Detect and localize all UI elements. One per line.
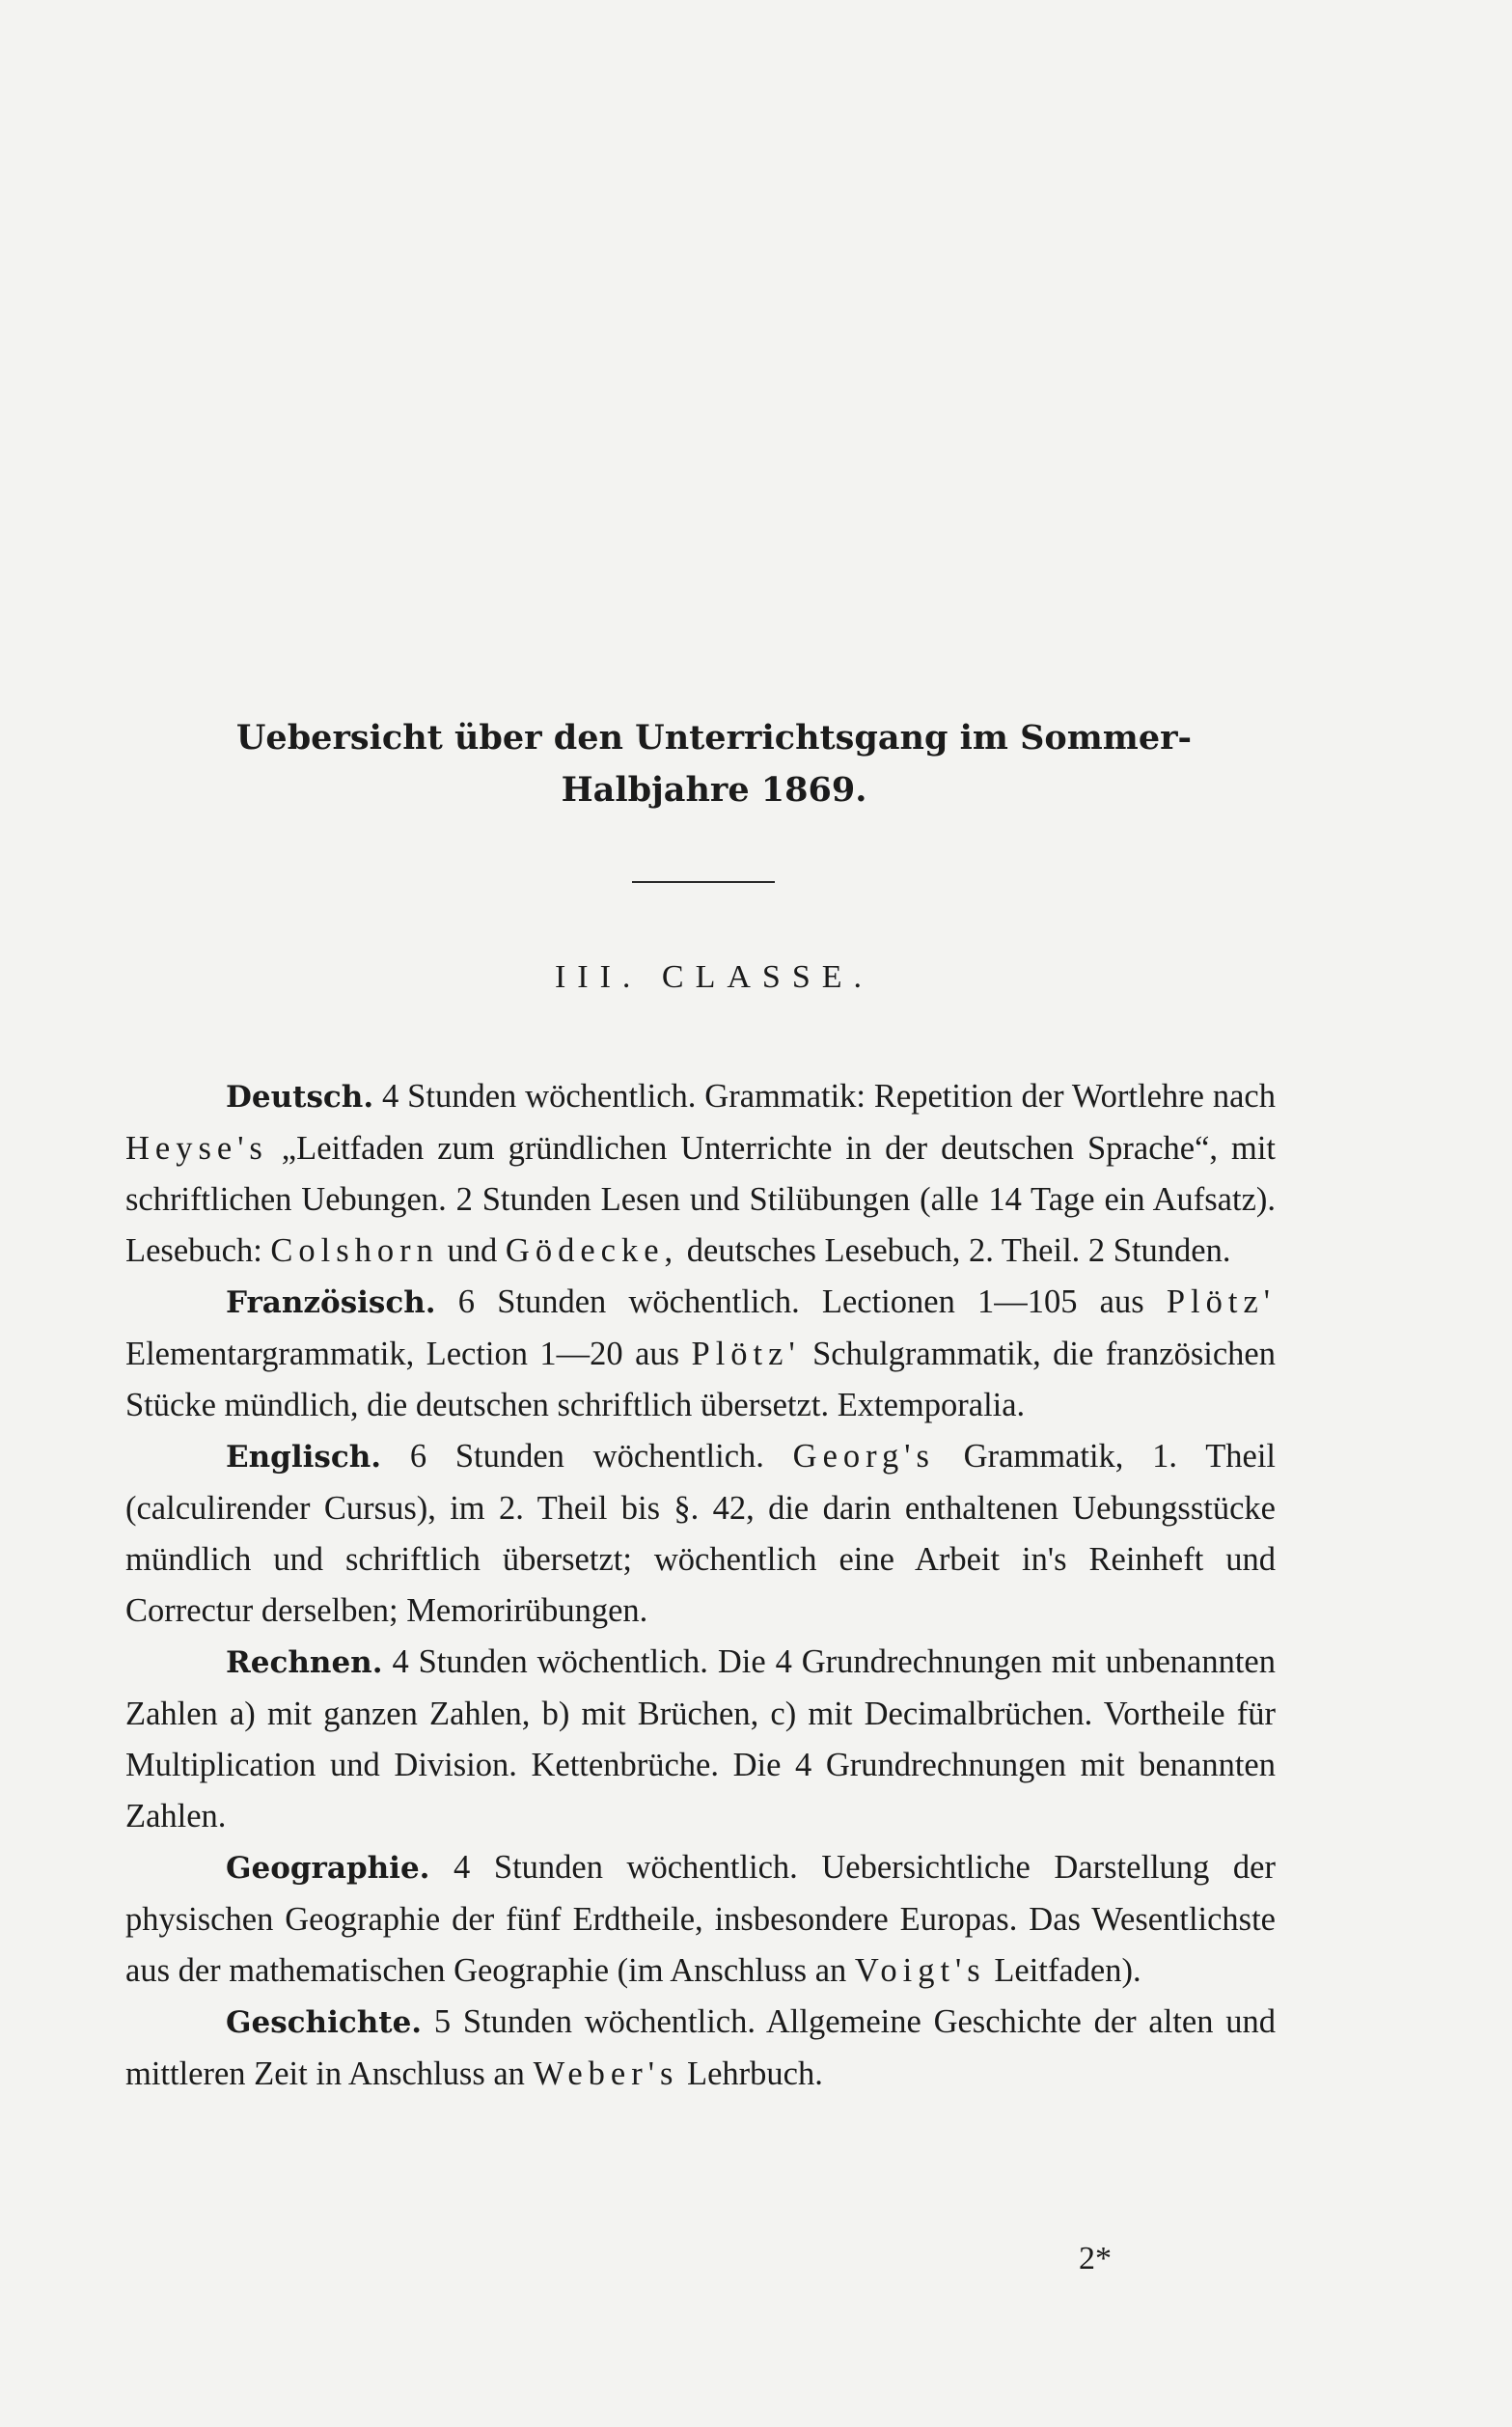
deutsch-text-3: und (438, 1232, 506, 1269)
author-georg: Georg's (792, 1438, 935, 1475)
page-heading (145, 712, 1283, 816)
heading-line-1: Uebersicht über den Unterrichtsgang im Sommer- (235, 718, 1193, 758)
class-title: III. CLASSE. (554, 959, 874, 995)
rechnen-text-1: 4 Stunden wöchentlich. Die 4 Grundrechnungen mit unbenannten Zahlen a) mit ganzen Zahlen, b) mit Brüchen, c) mit Decimalbrüchen. Vortheile für Multiplication und Division. Kettenbrüche. Die 4 Grundrechnungen mit benannten Zahlen. (125, 1643, 1276, 1834)
geschichte-text-2: Lehrbuch. (678, 2055, 823, 2092)
deutsch-text-1: 4 Stunden wöchentlich. Grammatik: Repetition der Wortlehre nach (373, 1078, 1276, 1115)
heading-divider (632, 881, 775, 883)
geographie-text-2: Leitfaden). (985, 1952, 1141, 1989)
franzoesisch-text-1: 6 Stunden wöchentlich. Lectionen 1—105 aus (435, 1283, 1167, 1320)
author-ploetz-2: Plötz' (691, 1336, 801, 1372)
heading-line-2: Halbjahre 1869. (561, 770, 867, 810)
paragraph-franzoesisch (125, 1277, 1276, 1431)
paragraph-geographie (125, 1842, 1276, 1997)
englisch-text-1: 6 Stunden wöchentlich. (381, 1438, 793, 1475)
paragraph-deutsch (125, 1071, 1276, 1277)
page-signature: 2* (1079, 2241, 1112, 2276)
paragraph-rechnen (125, 1637, 1276, 1842)
paragraph-englisch (125, 1431, 1276, 1637)
author-goedecke: Gödecke, (505, 1232, 679, 1269)
geographie-text-1: 4 Stunden wöchentlich. Uebersichtliche Darstellung der physischen Geographie der fünf Erdtheile, insbesondere Europas. Das Wesentlichste aus der mathematischen Geographie (im Anschluss an (125, 1849, 1276, 1989)
author-weber: Weber's (533, 2055, 679, 2092)
deutsch-text-2: „Leitfaden zum gründlichen Unterrichte in der deutschen Sprache“, mit schriftlichen Uebungen. 2 Stunden Lesen und Stilübungen (alle 14 Tage ein Aufsatz). Lesebuch: (125, 1130, 1276, 1269)
geschichte-text-1: 5 Stunden wöchentlich. Allgemeine Geschichte der alten und mittleren Zeit in Anschluss an (125, 2003, 1276, 2092)
author-voigt: Voigt's (854, 1952, 986, 1989)
author-heyse: Heyse's (125, 1130, 268, 1167)
subject-label-geschichte: Geschichte. (226, 2005, 423, 2040)
curriculum-text (125, 1071, 1276, 2100)
author-colshorn: Colshorn (270, 1232, 439, 1269)
franzoesisch-text-2: Elementargrammatik, Lection 1—20 aus (125, 1336, 692, 1372)
subject-label-deutsch: Deutsch. (226, 1080, 374, 1115)
author-ploetz-1: Plötz' (1166, 1283, 1276, 1320)
subject-label-rechnen: Rechnen. (226, 1645, 383, 1680)
subject-label-geographie: Geographie. (226, 1851, 430, 1886)
franzoesisch-text-3: Schulgrammatik, die französichen Stücke mündlich, die deutschen schriftlich übersetzt. Extemporalia. (125, 1336, 1276, 1423)
deutsch-text-4: deutsches Lesebuch, 2. Theil. 2 Stunden. (678, 1232, 1231, 1269)
subject-label-englisch: Englisch. (226, 1440, 382, 1475)
subject-label-franzoesisch: Französisch. (226, 1285, 436, 1320)
englisch-text-2: Grammatik, 1. Theil (calculirender Cursus), im 2. Theil bis §. 42, die darin enthaltenen Uebungsstücke mündlich und schriftlich übersetzt; wöchentlich eine Arbeit in's Reinheft und Correctur derselben; Memorirübungen. (125, 1438, 1276, 1629)
paragraph-geschichte (125, 1997, 1276, 2100)
